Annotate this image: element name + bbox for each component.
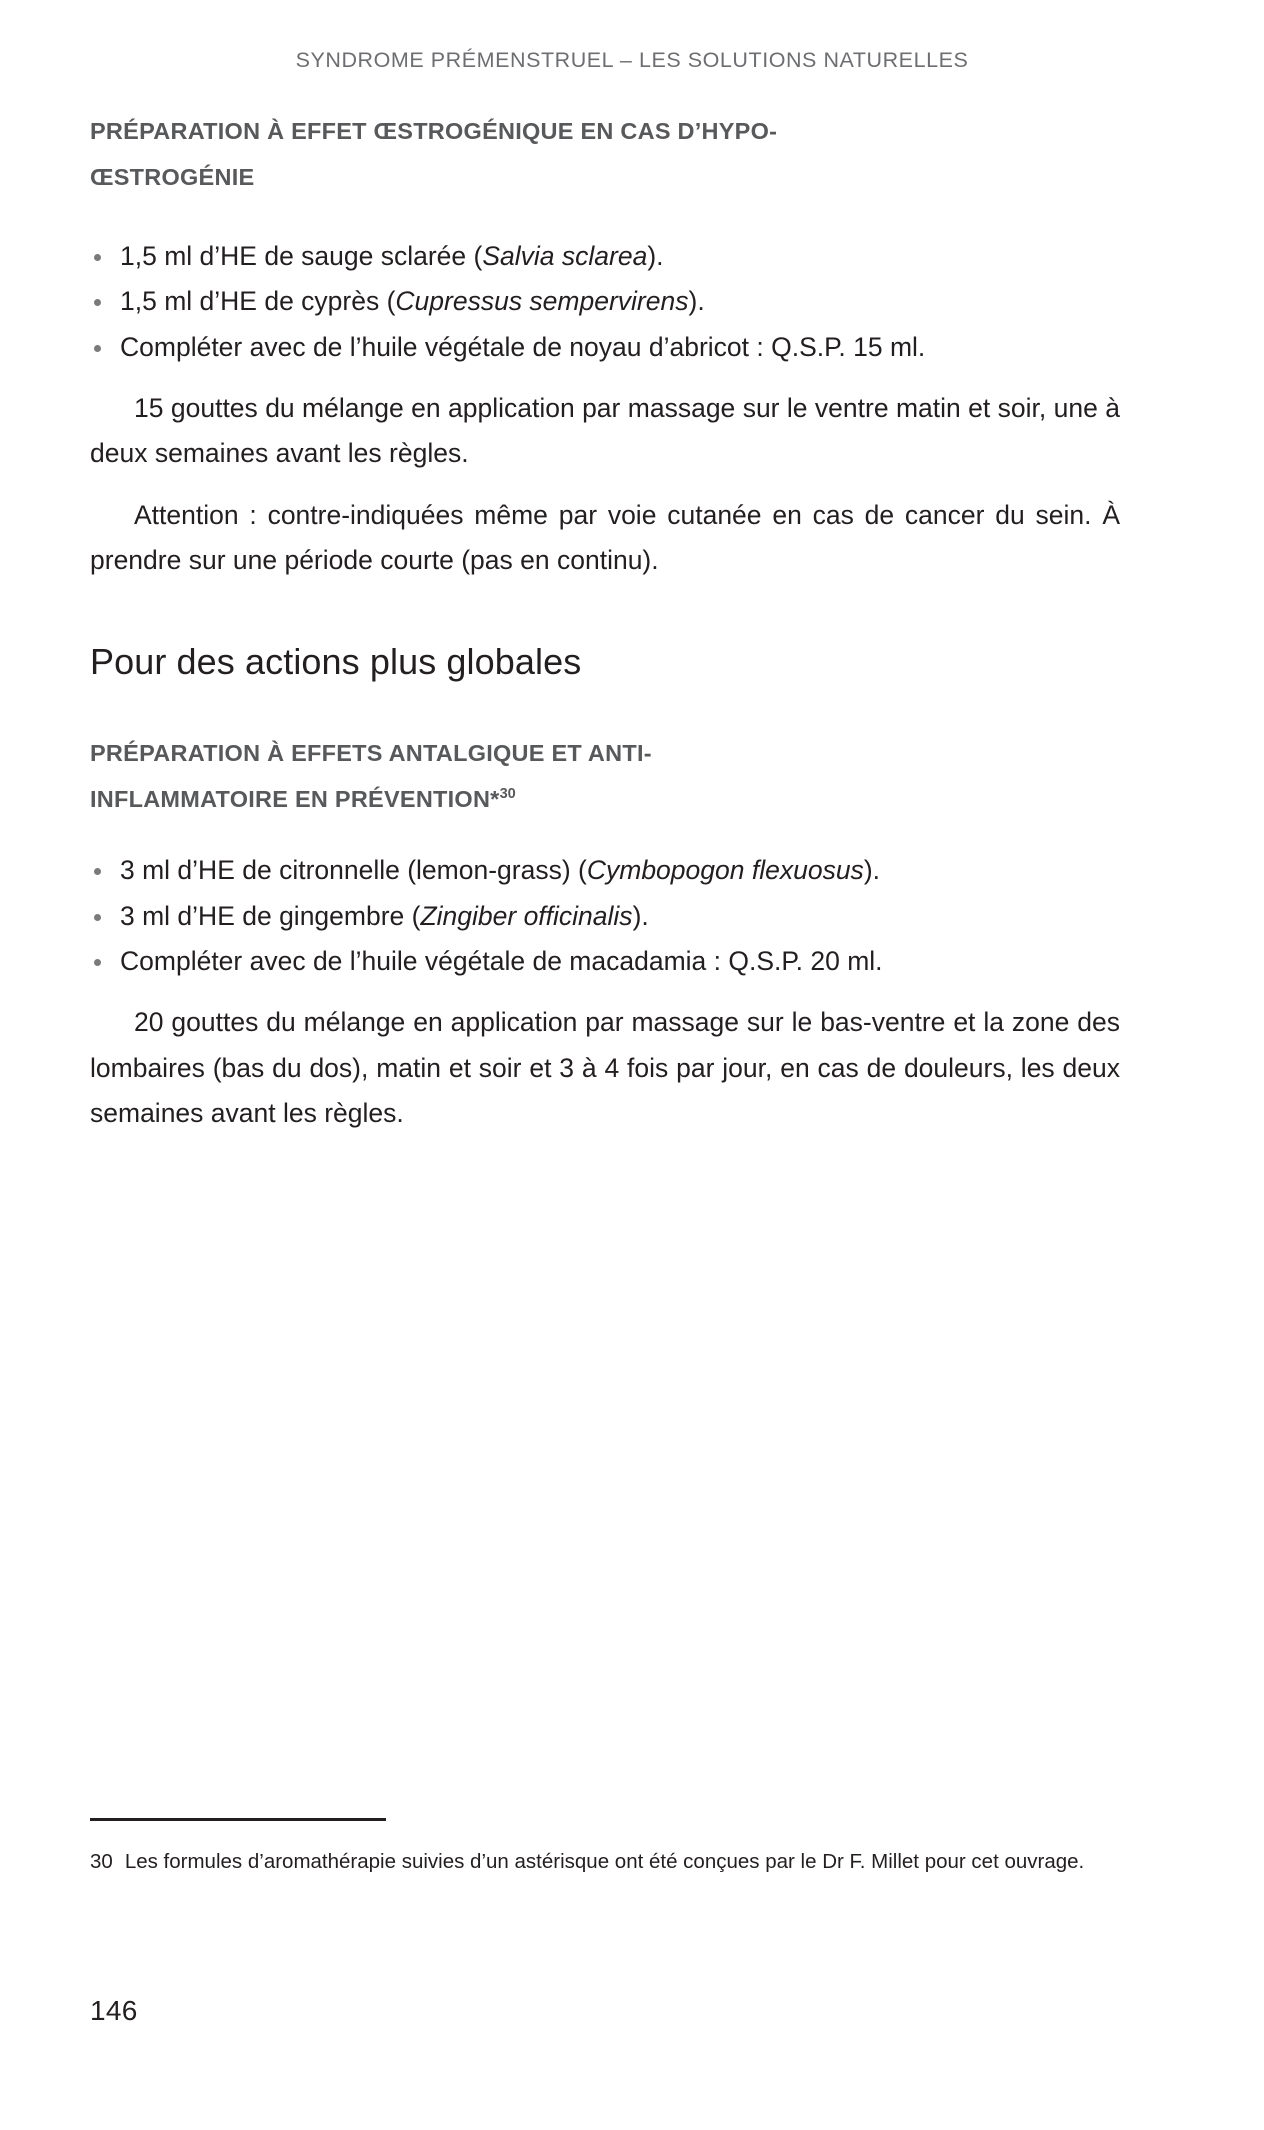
heading-antalgique [90, 730, 1120, 822]
ingredient-list-oestrogenique [90, 234, 1120, 370]
list-item [90, 325, 1120, 370]
list-item-tail: ). [863, 855, 880, 886]
footnote-separator [90, 1818, 386, 1821]
list-item [90, 234, 1120, 279]
list-item [90, 894, 1120, 939]
scientific-name: Salvia sclarea [482, 241, 648, 272]
paragraph-posologie-oestrogenique: 15 gouttes du mélange en application par massage sur le ventre matin et soir, une à deux semaines avant les règles. [90, 393, 1120, 469]
page-number: 146 [90, 1995, 138, 2026]
list-item-lead: 3 ml d’HE de citronnelle (lemon-grass) ( [120, 855, 587, 886]
list-item [90, 939, 1120, 984]
paragraph-attention-oestrogenique: Attention : contre-indiquées même par voie cutanée en cas de cancer du sein. À prendre sur une période courte (pas en continu). [90, 499, 1120, 575]
list-item-tail: ). [688, 286, 705, 317]
footnote-block [90, 1818, 1120, 1877]
list-item-lead: 1,5 ml d’HE de cyprès ( [120, 286, 396, 317]
spacer [90, 583, 1120, 639]
heading-antalgique-line-2: INFLAMMATOIRE EN PRÉVENTION* [90, 786, 500, 813]
scientific-name: Zingiber officinalis [420, 900, 633, 931]
page-content [90, 108, 1120, 1136]
spacer [90, 684, 1120, 730]
scientific-name: Cupressus sempervirens [395, 286, 689, 317]
spacer [90, 200, 1120, 234]
list-item-lead: 3 ml d’HE de gingembre ( [120, 900, 421, 931]
list-item [90, 848, 1120, 893]
list-item-tail: ). [647, 241, 664, 272]
scientific-name: Cymbopogon flexuosus [586, 855, 864, 886]
list-item-lead: Compléter avec de l’huile végétale de noyau d’abricot : Q.S.P. 15 ml. [120, 331, 926, 362]
running-header: SYNDROME PRÉMENSTRUEL – LES SOLUTIONS NATURELLES [295, 48, 969, 72]
heading-oestrogenique-line-1: PRÉPARATION À EFFET ŒSTROGÉNIQUE EN CAS D’HYPO- [90, 118, 778, 144]
footnote-body: Les formules d’aromathérapie suivies d’un astérisque ont été conçues par le Dr F. Millet pour cet ouvrage. [124, 1850, 1085, 1873]
footnote-marker: 30 [499, 786, 516, 803]
heading-antalgique-line-1: PRÉPARATION À EFFETS ANTALGIQUE ET ANTI- [90, 740, 652, 767]
paragraph-posologie-antalgique: 20 gouttes du mélange en application par massage sur le bas-ventre et la zone des lombaires (bas du dos), matin et soir et 3 à 4 fois par jour, en cas de douleurs, les deux semaines avant les règles. [90, 1007, 1120, 1128]
list-item-lead: Compléter avec de l’huile végétale de macadamia : Q.S.P. 20 ml. [120, 946, 883, 976]
spacer [90, 984, 1120, 1000]
spacer [90, 477, 1120, 493]
ingredient-list-antalgique [90, 848, 1120, 984]
page-title: Pour des actions plus globales [90, 641, 582, 683]
list-item-tail: ). [632, 900, 649, 931]
footnote-30 [90, 1847, 1120, 1877]
heading-oestrogenique [90, 108, 1120, 200]
list-item [90, 279, 1120, 324]
heading-oestrogenique-line-2: ŒSTROGÉNIE [90, 164, 255, 191]
spacer [90, 370, 1120, 386]
spacer [90, 822, 1120, 848]
list-item-lead: 1,5 ml d’HE de sauge sclarée ( [120, 241, 483, 272]
footnote-number: 30 [90, 1850, 113, 1873]
